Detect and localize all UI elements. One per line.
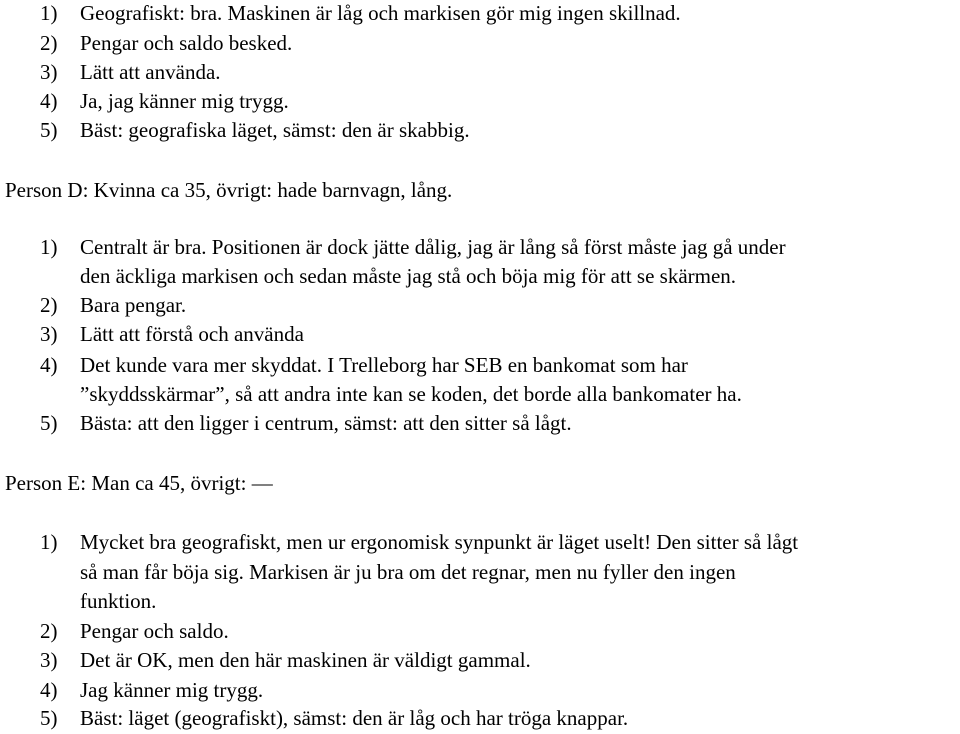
item-text: Lätt att använda. — [80, 60, 221, 84]
item-text: så man får böja sig. Markisen är ju bra om det regnar, men nu fyller den ingen — [80, 560, 736, 584]
item-number: 1) — [40, 530, 58, 554]
item-number: 1) — [40, 1, 58, 25]
item-text: Lätt att förstå och använda — [80, 322, 304, 346]
item-number: 5) — [40, 411, 58, 435]
item-text: Pengar och saldo. — [80, 619, 229, 643]
item-text: ”skyddsskärmar”, så att andra inte kan se koden, det borde alla bankomater ha. — [80, 382, 742, 406]
item-text: Bara pengar. — [80, 293, 187, 317]
item-number: 2) — [40, 293, 58, 317]
item-text: Det kunde vara mer skyddat. I Trelleborg har SEB en bankomat som har — [80, 353, 688, 377]
item-text: den äckliga markisen och sedan måste jag stå och böja mig för att se skärmen. — [80, 264, 737, 288]
item-text: Bästa: att den ligger i centrum, sämst: att den sitter så lågt. — [80, 411, 572, 435]
item-text: Jag känner mig trygg. — [80, 678, 264, 702]
item-number: 4) — [40, 678, 58, 702]
item-number: 4) — [40, 353, 58, 377]
section-heading: Person D: Kvinna ca 35, övrigt: hade barnvagn, lång. — [5, 178, 453, 202]
item-number: 1) — [40, 235, 58, 259]
item-text: Mycket bra geografiskt, men ur ergonomisk synpunkt är läget uselt! Den sitter så lågt — [80, 530, 799, 554]
section-heading: Person E: Man ca 45, övrigt: — — [5, 471, 273, 495]
item-text: Geografiskt: bra. Maskinen är låg och markisen gör mig ingen skillnad. — [80, 1, 681, 25]
item-number: 3) — [40, 322, 58, 346]
item-text: funktion. — [80, 589, 157, 613]
item-number: 3) — [40, 60, 58, 84]
item-text: Det är OK, men den här maskinen är väldigt gammal. — [80, 648, 531, 672]
item-number: 4) — [40, 89, 58, 113]
item-text: Bäst: läget (geografiskt), sämst: den är låg och har tröga knappar. — [80, 706, 629, 730]
item-number: 5) — [40, 706, 58, 730]
item-text: Bäst: geografiska läget, sämst: den är skabbig. — [80, 118, 470, 142]
item-text: Centralt är bra. Positionen är dock jätte dålig, jag är lång så först måste jag gå under — [80, 235, 786, 259]
item-number: 3) — [40, 648, 58, 672]
item-number: 2) — [40, 619, 58, 643]
item-text: Pengar och saldo besked. — [80, 31, 293, 55]
item-text: Ja, jag känner mig trygg. — [80, 89, 289, 113]
item-number: 2) — [40, 31, 58, 55]
item-number: 5) — [40, 118, 58, 142]
